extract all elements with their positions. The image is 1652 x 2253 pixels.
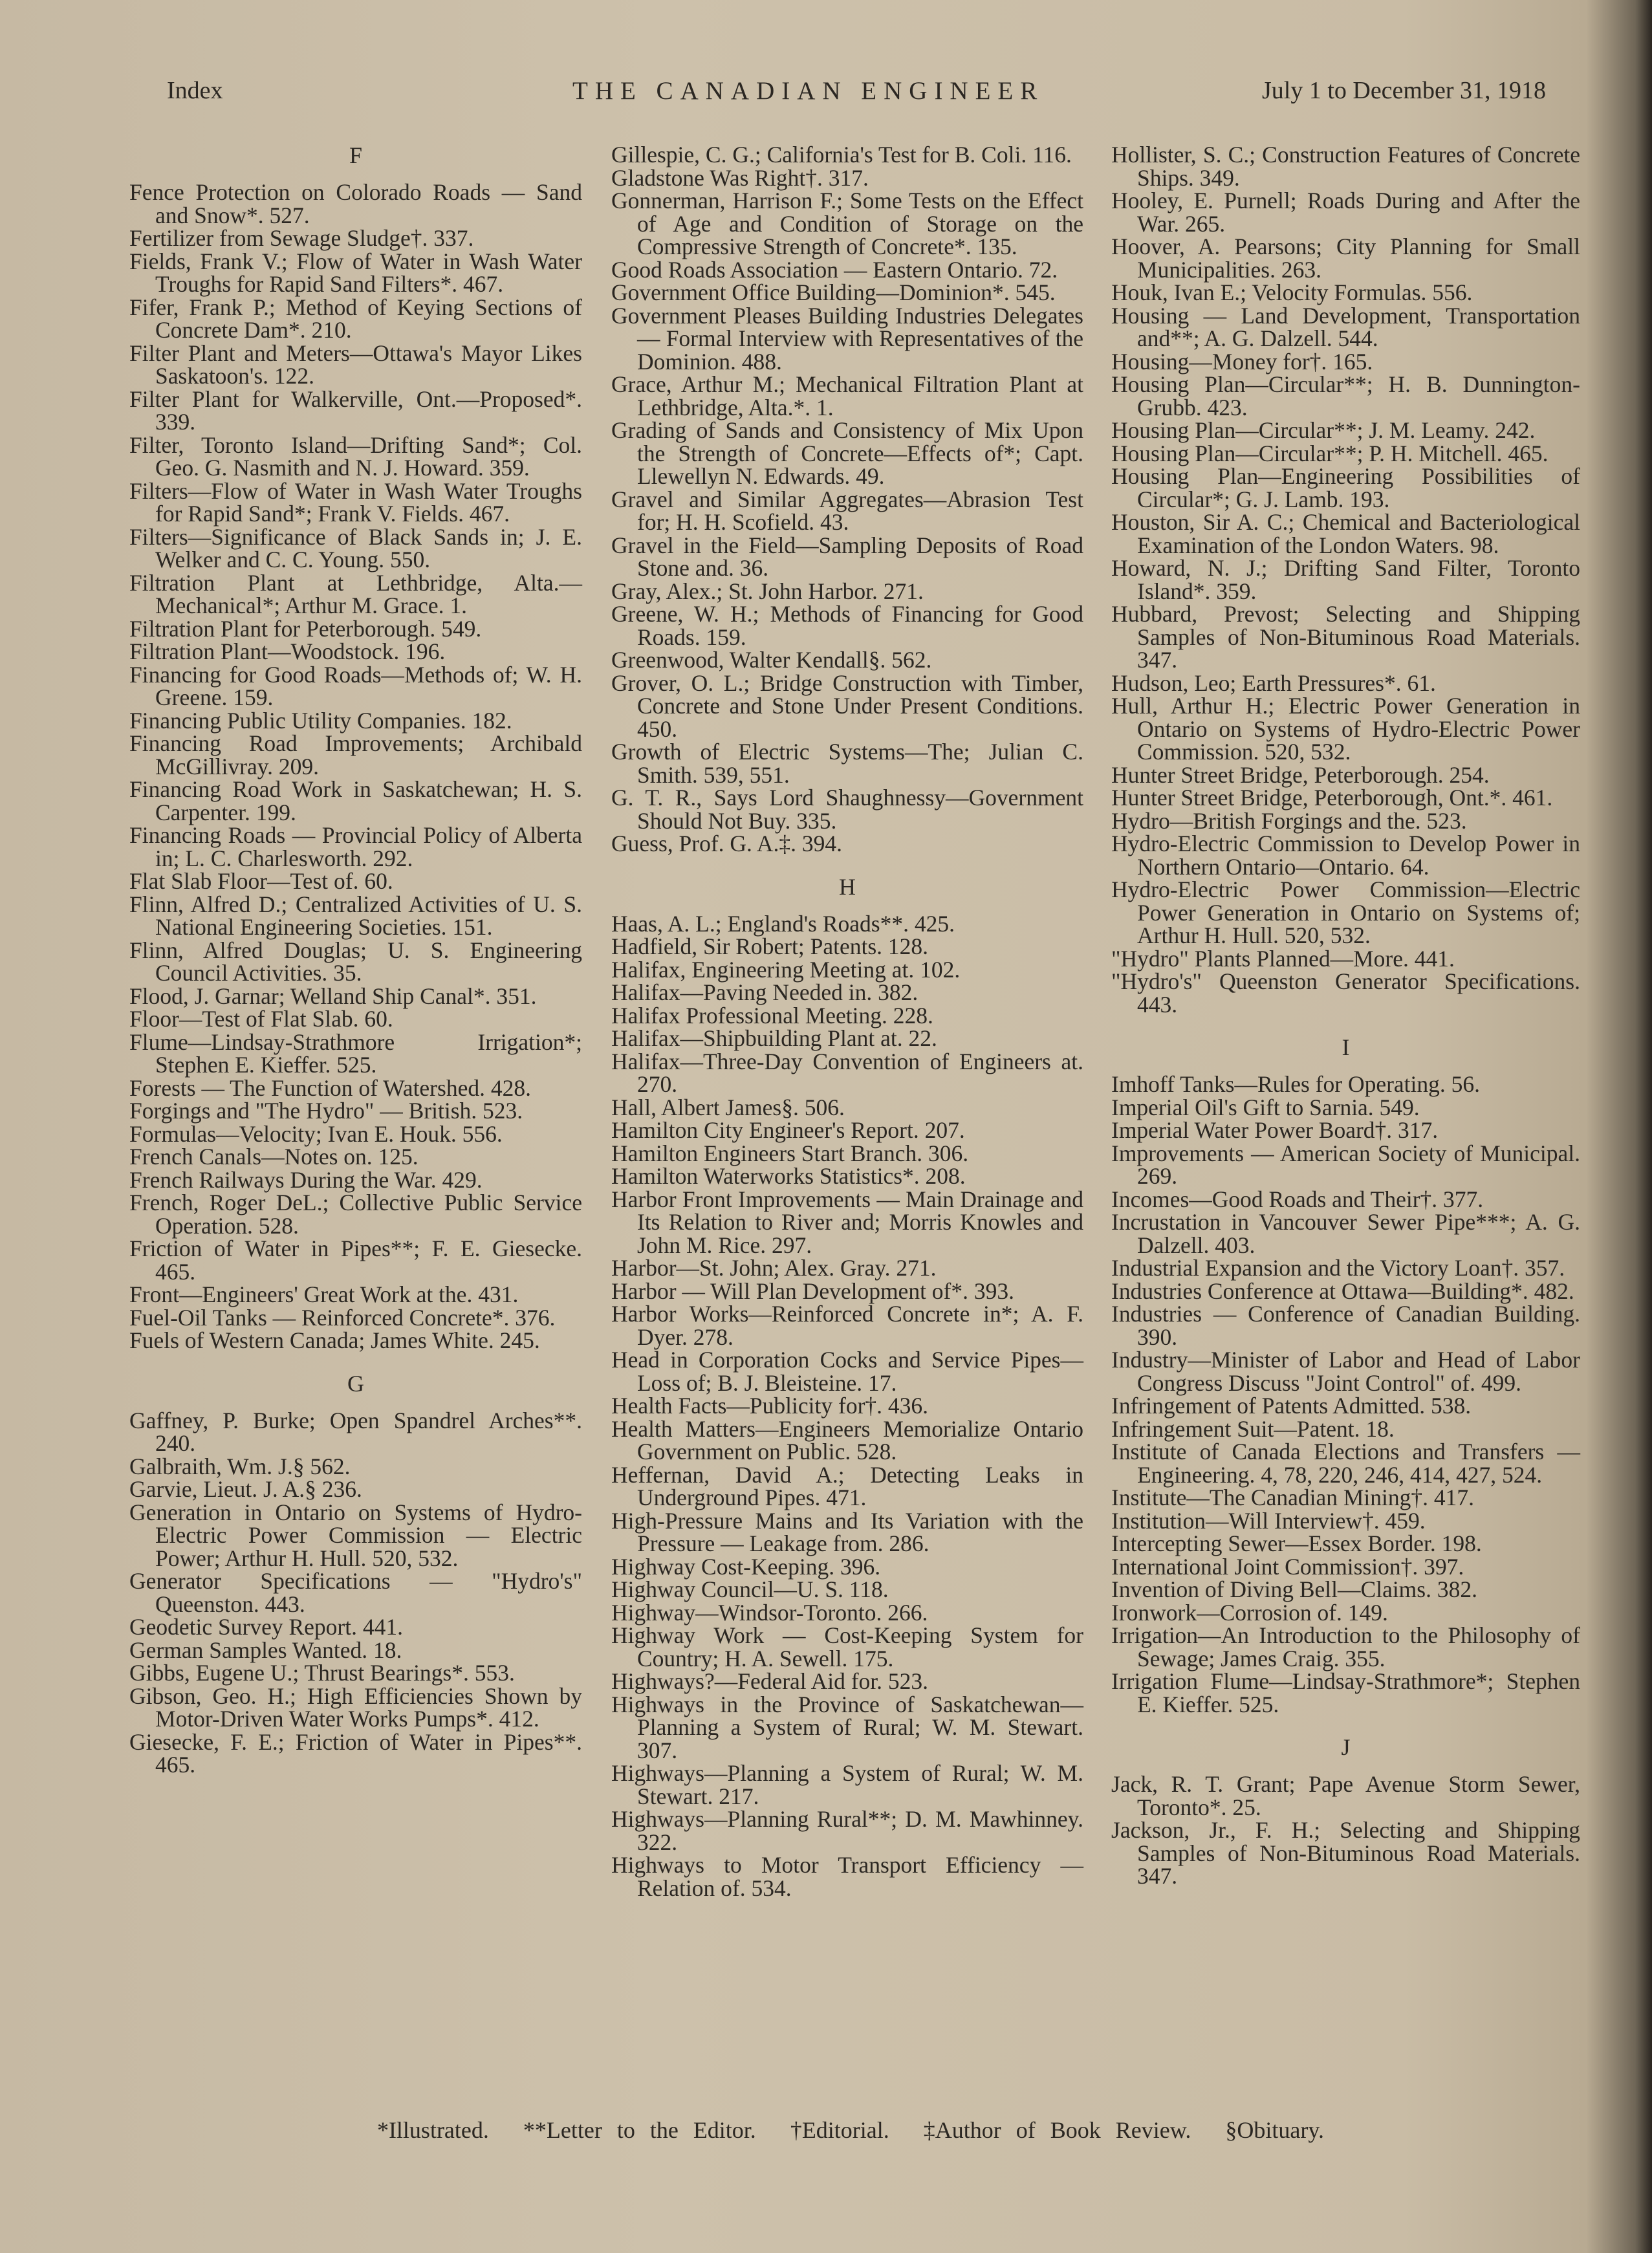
index-entry: Front—Engineers' Great Work at the. 431. xyxy=(129,1281,519,1307)
index-entry: Institute—The Canadian Mining†. 417. xyxy=(1111,1485,1475,1510)
index-entry: Fuel-Oil Tanks — Reinforced Concrete*. 376. xyxy=(129,1304,556,1331)
index-entry: Hydro-Electric Commission to Develop Power in Northern Ontario—Ontario. 64. xyxy=(1111,831,1580,880)
index-entry: Industries Conference at Ottawa—Building*. 482. xyxy=(1111,1278,1574,1304)
section-letter-j: J xyxy=(1341,1734,1351,1760)
index-entry: Heffernan, David A.; Detecting Leaks in Underground Pipes. 471. xyxy=(611,1461,1083,1510)
index-entry: Friction of Water in Pipes**; F. E. Giesecke. 465. xyxy=(129,1235,582,1285)
page-header xyxy=(162,76,1546,115)
index-entry: Flood, J. Garnar; Welland Ship Canal*. 351. xyxy=(129,983,537,1009)
index-entry: Flinn, Alfred Douglas; U. S. Engineering Council Activities. 35. xyxy=(129,937,582,986)
index-entry: Health Facts—Publicity for†. 436. xyxy=(611,1393,929,1419)
index-entry: Gaffney, P. Burke; Open Spandrel Arches**. 240. xyxy=(129,1407,582,1456)
index-entry: Industrial Expansion and the Victory Loan†. 357. xyxy=(1111,1255,1565,1281)
index-entry: Guess, Prof. G. A.‡. 394. xyxy=(611,831,842,856)
index-entry: Hull, Arthur H.; Electric Power Generation in Ontario on Systems of Hydro-Electric Power Commission. 520, 532. xyxy=(1111,693,1580,765)
index-entry: Hunter Street Bridge, Peterborough, Ont.*. 461. xyxy=(1111,785,1553,811)
index-entry: Halifax—Shipbuilding Plant at. 22. xyxy=(611,1025,937,1051)
index-entry: Floor—Test of Flat Slab. 60. xyxy=(129,1006,393,1032)
index-entry: Housing Plan—Circular**; J. M. Leamy. 242. xyxy=(1111,417,1536,443)
index-entry: Filter Plant and Meters—Ottawa's Mayor Likes Saskatoon's. 122. xyxy=(129,340,582,389)
index-entry: Hollister, S. C.; Construction Features of Concrete Ships. 349. xyxy=(1111,142,1580,191)
index-entry: Invention of Diving Bell—Claims. 382. xyxy=(1111,1576,1477,1602)
index-entry: Highways—Planning Rural**; D. M. Mawhinney. 322. xyxy=(611,1806,1083,1855)
index-entry: Hadfield, Sir Robert; Patents. 128. xyxy=(611,933,929,959)
index-entry: Gillespie, C. G.; California's Test for B. Coli. 116. xyxy=(611,142,1072,168)
index-entry: Houk, Ivan E.; Velocity Formulas. 556. xyxy=(1111,279,1473,305)
index-entry: Hubbard, Prevost; Selecting and Shipping Samples of Non-Bituminous Road Materials. 347. xyxy=(1111,601,1580,673)
index-entry: Institution—Will Interview†. 459. xyxy=(1111,1507,1426,1534)
index-entry: Financing Public Utility Companies. 182. xyxy=(129,707,512,734)
index-entry: Fence Protection on Colorado Roads — Sand and Snow*. 527. xyxy=(129,179,582,228)
index-entry: Industries — Conference of Canadian Building. 390. xyxy=(1111,1301,1580,1350)
journal-title: THE CANADIAN ENGINEER xyxy=(572,77,1045,105)
index-entry: Halifax—Paving Needed in. 382. xyxy=(611,979,918,1005)
index-entry: Highways in the Province of Saskatchewan—Planning a System of Rural; W. M. Stewart. 307. xyxy=(611,1691,1083,1763)
legend-illustrated: *Illustrated. xyxy=(376,2117,489,2143)
index-entry: Health Matters—Engineers Memorialize Ontario Government on Public. 528. xyxy=(611,1415,1083,1464)
index-entry: Grover, O. L.; Bridge Construction with Timber, Concrete and Stone Under Present Conditions. 450. xyxy=(611,669,1083,742)
legend-obituary: §Obituary. xyxy=(1225,2117,1325,2143)
index-entry: Hamilton Waterworks Statistics*. 208. xyxy=(611,1163,966,1189)
index-entry: Housing Plan—Circular**; P. H. Mitchell. 465. xyxy=(1111,440,1549,466)
index-entry: Housing — Land Development, Transportation and**; A. G. Dalzell. 544. xyxy=(1111,302,1580,351)
index-entry: Giesecke, F. E.; Friction of Water in Pipes**. 465. xyxy=(129,1728,582,1778)
index-entry: Hooley, E. Purnell; Roads During and After the War. 265. xyxy=(1111,188,1580,237)
index-entry: Hydro—British Forgings and the. 523. xyxy=(1111,807,1467,834)
index-entry: Hall, Albert James§. 506. xyxy=(611,1094,845,1120)
index-entry: Irrigation Flume—Lindsay-Strathmore*; Stephen E. Kieffer. 525. xyxy=(1111,1668,1580,1717)
index-entry: Harbor—St. John; Alex. Gray. 271. xyxy=(611,1255,937,1281)
index-entry: Filtration Plant for Peterborough. 549. xyxy=(129,615,482,642)
index-entry: Fields, Frank V.; Flow of Water in Wash Water Troughs for Rapid Sand Filters*. 467. xyxy=(129,248,582,297)
index-entry: Filter, Toronto Island—Drifting Sand*; Col. Geo. G. Nasmith and N. J. Howard. 359. xyxy=(129,431,582,481)
index-entry: Highway—Windsor-Toronto. 266. xyxy=(611,1599,928,1626)
index-entry: Highway Council—U. S. 118. xyxy=(611,1576,889,1602)
index-entry: Irrigation—An Introduction to the Philosophy of Sewage; James Craig. 355. xyxy=(1111,1622,1580,1671)
index-entry: German Samples Wanted. 18. xyxy=(129,1637,402,1663)
index-entry: Hunter Street Bridge, Peterborough. 254. xyxy=(1111,761,1490,788)
index-entry: Howard, N. J.; Drifting Sand Filter, Toronto Island*. 359. xyxy=(1111,555,1580,604)
index-entry: French Canals—Notes on. 125. xyxy=(129,1144,418,1170)
index-entry: Financing Road Improvements; Archibald McGillivray. 209. xyxy=(129,730,582,779)
index-entry: High-Pressure Mains and Its Variation with the Pressure — Leakage from. 286. xyxy=(611,1507,1083,1556)
index-entry: Gravel in the Field—Sampling Deposits of Road Stone and. 36. xyxy=(611,532,1083,581)
index-entry: Geodetic Survey Report. 441. xyxy=(129,1614,403,1640)
index-entry: Gibbs, Eugene U.; Thrust Bearings*. 553. xyxy=(129,1660,515,1686)
index-entry: Financing Road Work in Saskatchewan; H. S. Carpenter. 199. xyxy=(129,776,582,825)
index-entry: Infringement Suit—Patent. 18. xyxy=(1111,1415,1395,1442)
index-entry: Fertilizer from Sewage Sludge†. 337. xyxy=(129,225,474,251)
index-entry: Incomes—Good Roads and Their†. 377. xyxy=(1111,1186,1484,1212)
index-entry: Financing Roads — Provincial Policy of Alberta in; L. C. Charlesworth. 292. xyxy=(129,822,582,871)
index-entry: G. T. R., Says Lord Shaughnessy—Government Should Not Buy. 335. xyxy=(611,785,1083,834)
index-entry: Incrustation in Vancouver Sewer Pipe***; A. G. Dalzell. 403. xyxy=(1111,1209,1580,1258)
index-entry: Fuels of Western Canada; James White. 245. xyxy=(129,1327,540,1353)
index-entry: International Joint Commission†. 397. xyxy=(1111,1553,1464,1580)
index-entry: Hoover, A. Pearsons; City Planning for Small Municipalities. 263. xyxy=(1111,234,1580,283)
index-entry: Imperial Oil's Gift to Sarnia. 549. xyxy=(1111,1094,1420,1120)
index-entry: French, Roger DeL.; Collective Public Service Operation. 528. xyxy=(129,1190,582,1239)
index-entry: Imhoff Tanks—Rules for Operating. 56. xyxy=(1111,1071,1481,1097)
index-entry: "Hydro's" Queenston Generator Specifications. 443. xyxy=(1111,968,1580,1018)
index-entry: Halifax Professional Meeting. 228. xyxy=(611,1002,933,1029)
index-entry: Good Roads Association — Eastern Ontario. 72. xyxy=(611,256,1058,283)
section-letter-i: I xyxy=(1342,1034,1350,1060)
index-entry: Highways?—Federal Aid for. 523. xyxy=(611,1668,929,1694)
index-entry: Greenwood, Walter Kendall§. 562. xyxy=(611,647,932,673)
index-entry: French Railways During the War. 429. xyxy=(129,1166,483,1193)
index-column-3 xyxy=(1111,144,1580,2124)
index-entry: Forgings and "The Hydro" — British. 523. xyxy=(129,1098,523,1124)
section-letter-f: F xyxy=(349,142,363,168)
index-entry: Grading of Sands and Consistency of Mix Upon the Strength of Concrete—Effects of*; Capt. Llewellyn N. Edwards. 49. xyxy=(611,417,1083,489)
header-date-range: July 1 to December 31, 1918 xyxy=(1261,77,1546,104)
index-entry: Fifer, Frank P.; Method of Keying Sections of Concrete Dam*. 210. xyxy=(129,294,582,343)
section-letter-h: H xyxy=(839,873,856,900)
index-entry: Imperial Water Power Board†. 317. xyxy=(1111,1117,1439,1143)
index-entry: Filter Plant for Walkerville, Ont.—Proposed*. 339. xyxy=(129,386,582,435)
index-entry: Highways—Planning a System of Rural; W. M. Stewart. 217. xyxy=(611,1760,1083,1809)
index-entry: Grace, Arthur M.; Mechanical Filtration Plant at Lethbridge, Alta.*. 1. xyxy=(611,371,1083,420)
index-entry: Jack, R. T. Grant; Pape Avenue Storm Sewer, Toronto*. 25. xyxy=(1111,1771,1580,1820)
index-entry: Government Pleases Building Industries Delegates — Formal Interview with Representatives of the Dominion. 488. xyxy=(611,302,1083,375)
index-entry: Houston, Sir A. C.; Chemical and Bacteriological Examination of the London Waters. 98. xyxy=(1111,509,1580,558)
index-entry: Generator Specifications — "Hydro's" Queenston. 443. xyxy=(129,1568,582,1617)
index-entry: Infringement of Patents Admitted. 538. xyxy=(1111,1393,1472,1419)
index-entry: Gravel and Similar Aggregates—Abrasion Test for; H. H. Scofield. 43. xyxy=(611,486,1083,535)
legend-book-review: ‡Author of Book Review. xyxy=(923,2117,1191,2143)
index-entry: Highway Work — Cost-Keeping System for Country; H. A. Sewell. 175. xyxy=(611,1622,1083,1671)
index-entry: Institute of Canada Elections and Transfers — Engineering. 4, 78, 220, 246, 414, 427, 524. xyxy=(1111,1439,1580,1488)
index-entry: Generation in Ontario on Systems of Hydro-Electric Power Commission — Electric Power; Arthur H. Hull. 520, 532. xyxy=(129,1499,582,1571)
index-entry: Hamilton City Engineer's Report. 207. xyxy=(611,1117,965,1143)
index-entry: Financing for Good Roads—Methods of; W. H. Greene. 159. xyxy=(129,661,582,710)
index-entry: Halifax, Engineering Meeting at. 102. xyxy=(611,956,961,983)
index-entry: Forests — The Function of Watershed. 428. xyxy=(129,1074,531,1101)
index-entry: Jackson, Jr., F. H.; Selecting and Shipping Samples of Non-Bituminous Road Materials. 347. xyxy=(1111,1817,1580,1889)
index-entry: Garvie, Lieut. J. A.§ 236. xyxy=(129,1476,362,1502)
index-entry: Highways to Motor Transport Efficiency —Relation of. 534. xyxy=(611,1852,1083,1901)
index-entry: Housing Plan—Circular**; H. B. Dunnington-Grubb. 423. xyxy=(1111,371,1580,420)
footnote-legend xyxy=(349,2117,1371,2144)
index-entry: Filtration Plant—Woodstock. 196. xyxy=(129,638,446,664)
index-column-1 xyxy=(129,144,582,2124)
index-entry: Government Office Building—Dominion*. 545. xyxy=(611,279,1056,305)
index-entry: Gladstone Was Right†. 317. xyxy=(611,164,869,191)
index-entry: Industry—Minister of Labor and Head of Labor Congress Discuss "Joint Control" of. 499. xyxy=(1111,1347,1580,1396)
index-entry: Filtration Plant at Lethbridge, Alta.—Mechanical*; Arthur M. Grace. 1. xyxy=(129,569,582,618)
index-entry: Housing Plan—Engineering Possibilities of Circular*; G. J. Lamb. 193. xyxy=(1111,463,1580,512)
index-entry: Greene, W. H.; Methods of Financing for Good Roads. 159. xyxy=(611,601,1083,650)
index-entry: Gonnerman, Harrison F.; Some Tests on the Effect of Age and Condition of Storage on the Compressive Strength of Concrete*. 135. xyxy=(611,188,1083,259)
legend-letter-to-editor: **Letter to the Editor. xyxy=(523,2117,756,2143)
index-entry: Growth of Electric Systems—The; Julian C. Smith. 539, 551. xyxy=(611,739,1083,788)
section-letter-g: G xyxy=(347,1370,364,1397)
index-entry: Gibson, Geo. H.; High Efficiencies Shown by Motor-Driven Water Works Pumps*. 412. xyxy=(129,1682,582,1732)
index-entry: Filters—Flow of Water in Wash Water Troughs for Rapid Sand*; Frank V. Fields. 467. xyxy=(129,477,582,527)
index-entry: Head in Corporation Cocks and Service Pipes—Loss of; B. J. Bleisteine. 17. xyxy=(611,1347,1083,1396)
header-section-label: Index xyxy=(167,77,223,104)
index-entry: Improvements — American Society of Municipal. 269. xyxy=(1111,1140,1580,1189)
index-entry: Galbraith, Wm. J.§ 562. xyxy=(129,1453,351,1479)
index-entry: Harbor — Will Plan Development of*. 393. xyxy=(611,1278,1015,1304)
legend-editorial: †Editorial. xyxy=(790,2117,889,2143)
index-entry: Intercepting Sewer—Essex Border. 198. xyxy=(1111,1530,1482,1556)
index-entry: Haas, A. L.; England's Roads**. 425. xyxy=(611,910,955,937)
index-entry: Halifax—Three-Day Convention of Engineers at. 270. xyxy=(611,1048,1083,1097)
index-entry: Hudson, Leo; Earth Pressures*. 61. xyxy=(1111,669,1436,696)
index-entry: Highway Cost-Keeping. 396. xyxy=(611,1553,881,1580)
index-entry: Formulas—Velocity; Ivan E. Houk. 556. xyxy=(129,1120,503,1147)
index-entry: Hamilton Engineers Start Branch. 306. xyxy=(611,1140,969,1166)
index-entry: Flume—Lindsay-Strathmore Irrigation*; Stephen E. Kieffer. 525. xyxy=(129,1029,582,1078)
index-entry: Housing—Money for†. 165. xyxy=(1111,348,1373,375)
index-entry: Flat Slab Floor—Test of. 60. xyxy=(129,868,393,894)
index-entry: Ironwork—Corrosion of. 149. xyxy=(1111,1599,1388,1626)
index-entry: Harbor Front Improvements — Main Drainage and Its Relation to River and; Morris Knowles and John M. Rice. 297. xyxy=(611,1186,1083,1258)
index-entry: Flinn, Alfred D.; Centralized Activities of U. S. National Engineering Societies. 151. xyxy=(129,891,582,940)
index-entry: Gray, Alex.; St. John Harbor. 271. xyxy=(611,578,924,604)
index-entry: "Hydro" Plants Planned—More. 441. xyxy=(1111,945,1455,972)
index-column-2 xyxy=(611,144,1083,2124)
index-entry: Filters—Significance of Black Sands in; J. E. Welker and C. C. Young. 550. xyxy=(129,523,582,572)
index-entry: Harbor Works—Reinforced Concrete in*; A. F. Dyer. 278. xyxy=(611,1301,1083,1350)
index-entry: Hydro-Electric Power Commission—Electric Power Generation in Ontario on Systems of; Arthur H. Hull. 520, 532. xyxy=(1111,876,1580,948)
